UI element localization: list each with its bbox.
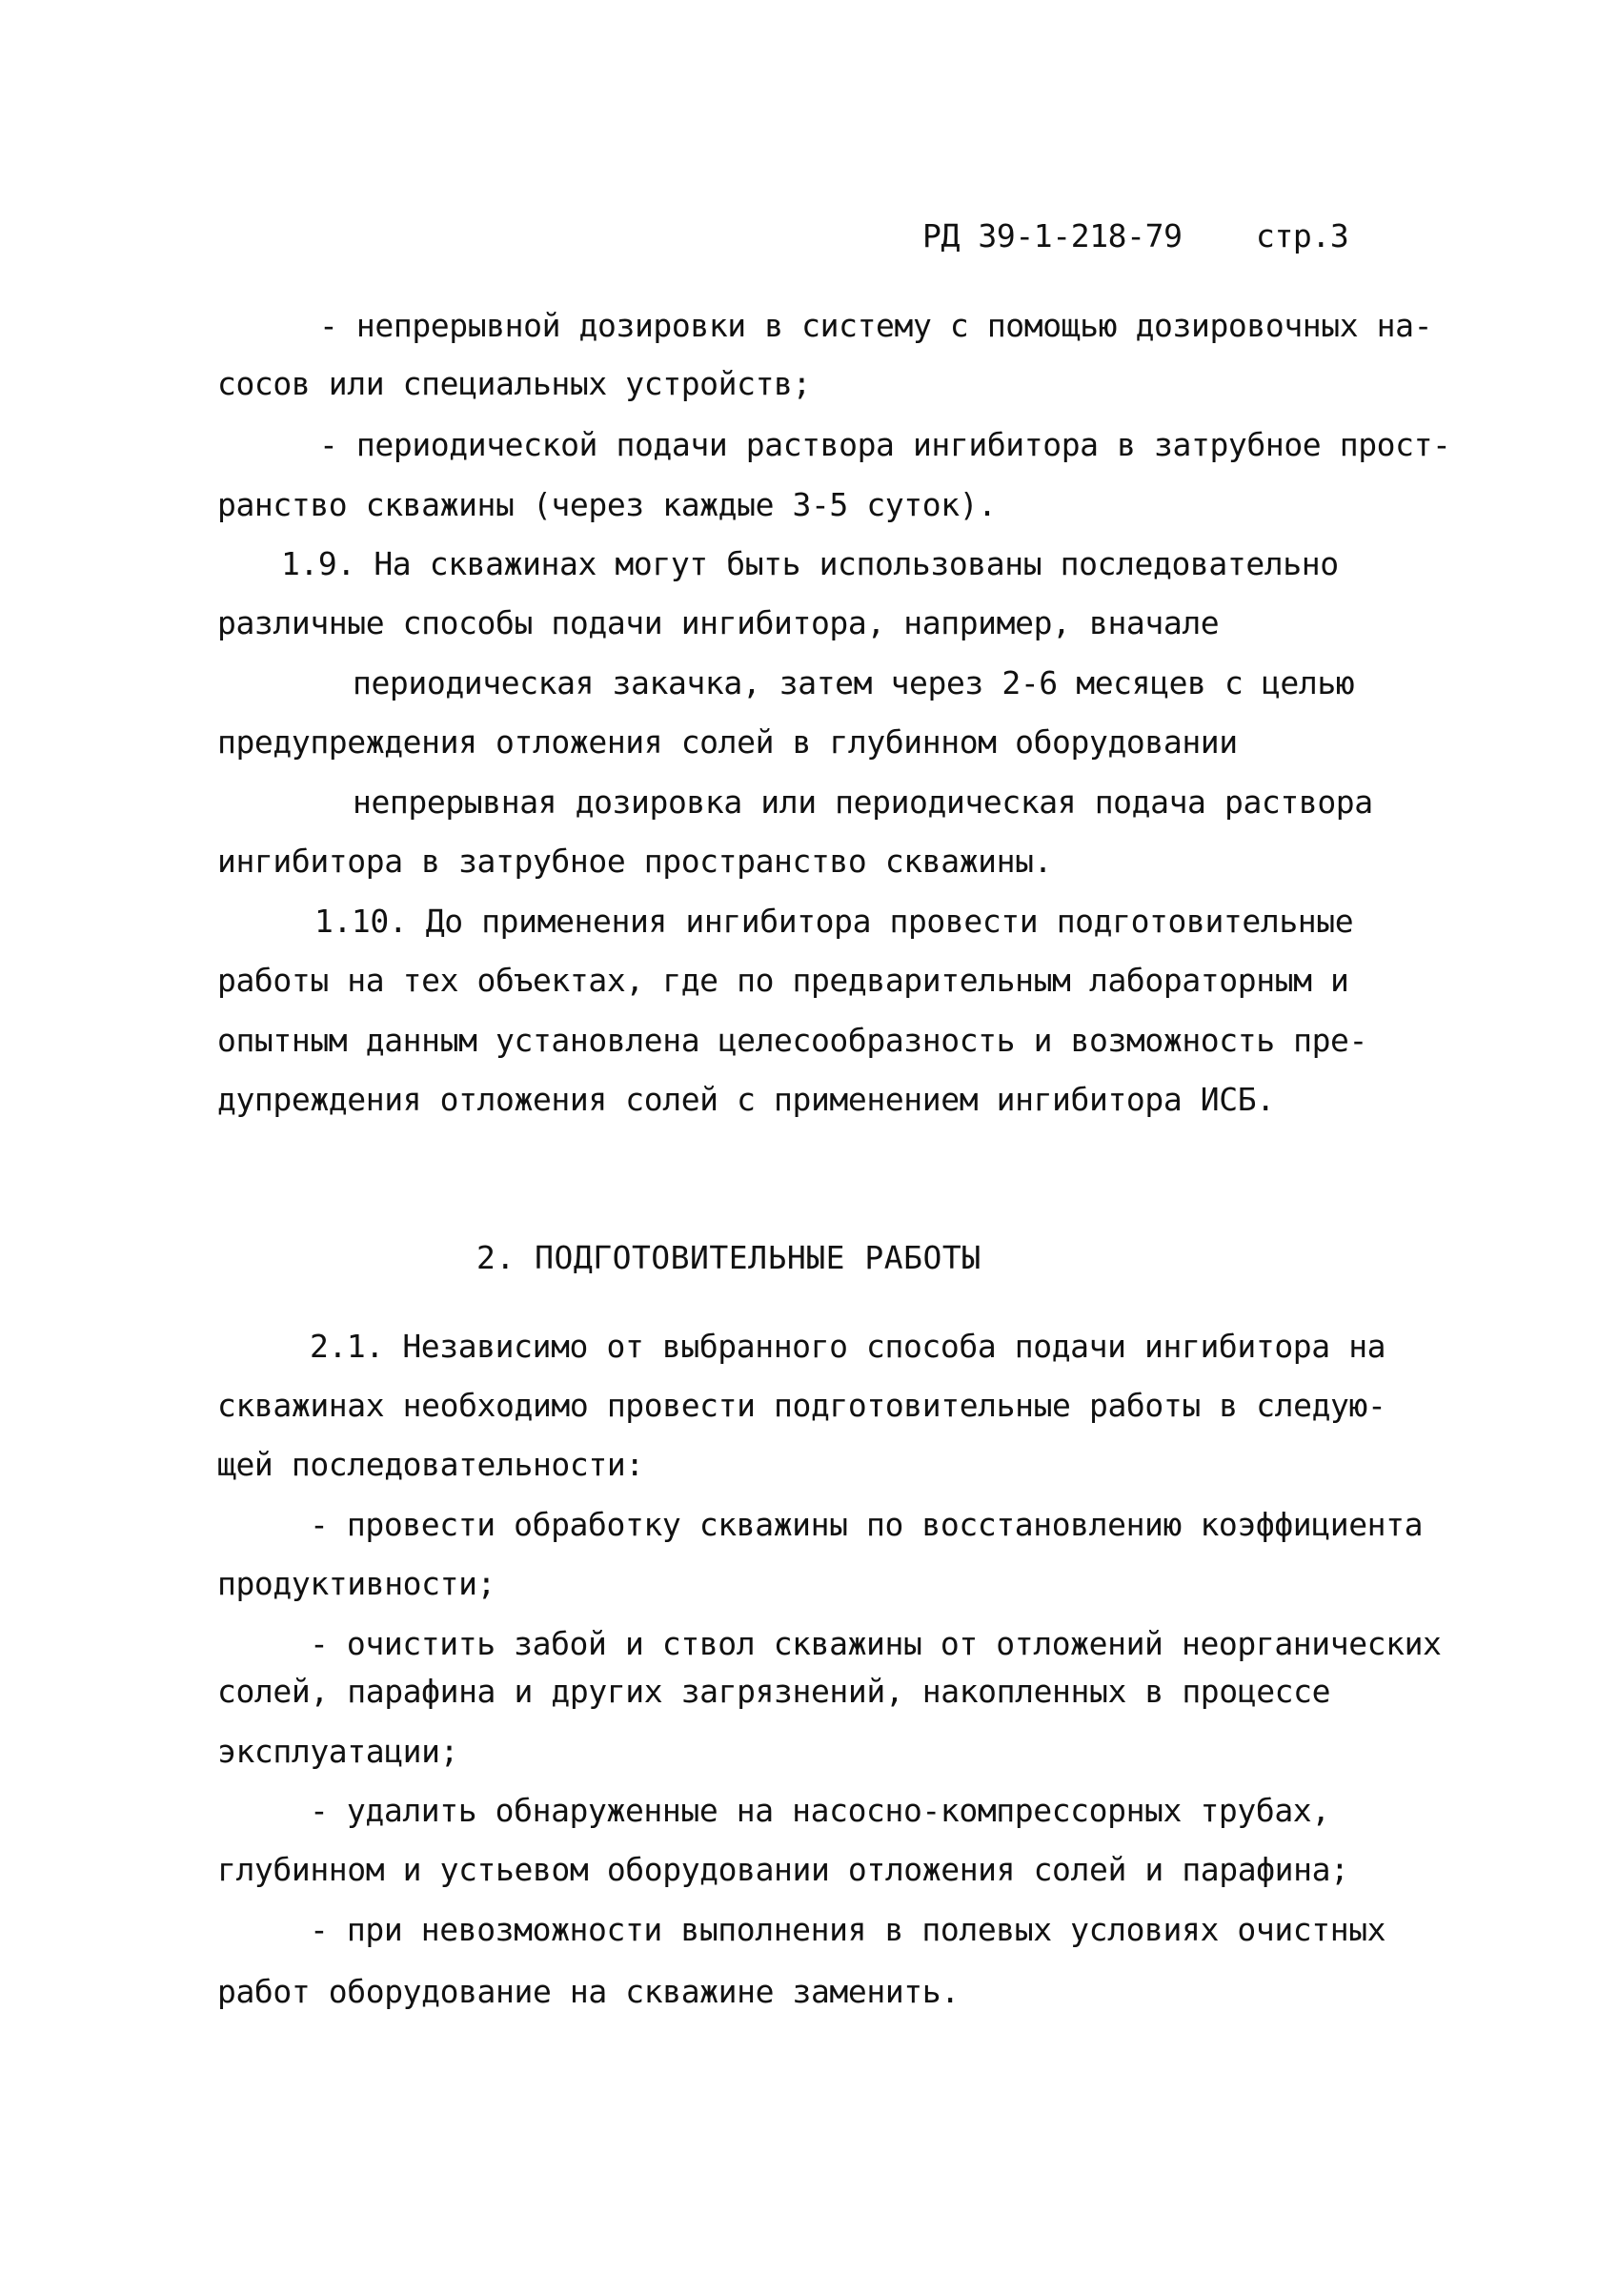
- text-line: работ оборудование на скважине заменить.: [217, 1973, 960, 2010]
- text-line: периодическая закачка, затем через 2-6 месяцев с целью: [353, 664, 1355, 701]
- text-line: 1.9. На скважинах могут быть использованы последовательно: [281, 545, 1339, 582]
- text-line: работы на тех объектах, где по предварительным лабораторным и: [217, 962, 1349, 999]
- text-line: - очистить забой и ствол скважины от отложений неорганических: [310, 1625, 1442, 1662]
- document-code: РД 39-1-218-79: [922, 217, 1183, 254]
- text-line: сосов или специальных устройств;: [217, 365, 811, 402]
- text-line: - непрерывной дозировки в систему с помощью дозировочных на-: [319, 307, 1433, 344]
- text-line: - провести обработку скважины по восстановлению коэффициента: [310, 1506, 1424, 1543]
- section-heading: 2. ПОДГОТОВИТЕЛЬНЫЕ РАБОТЫ: [476, 1239, 981, 1276]
- text-line: 1.10. До применения ингибитора провести подготовительные: [314, 903, 1354, 940]
- text-line: эксплуатации;: [217, 1733, 459, 1770]
- text-line: глубинном и устьевом оборудовании отложения солей и парафина;: [217, 1851, 1349, 1888]
- text-line: ранство скважины (через каждые 3-5 суток).: [217, 486, 997, 523]
- text-line: - при невозможности выполнения в полевых условиях очистных: [310, 1911, 1386, 1948]
- page-number: стр.3: [1256, 217, 1349, 254]
- text-line: - периодической подачи раствора ингибитора в затрубное прост-: [319, 426, 1451, 463]
- text-line: различные способы подачи ингибитора, например, вначале: [217, 604, 1220, 641]
- text-line: дупреждения отложения солей с применением ингибитора ИСБ.: [217, 1081, 1275, 1118]
- text-line: 2.1. Независимо от выбранного способа подачи ингибитора на: [310, 1328, 1386, 1365]
- text-line: скважинах необходимо провести подготовительные работы в следую-: [217, 1387, 1386, 1424]
- text-line: предупреждения отложения солей в глубинном оборудовании: [217, 723, 1238, 761]
- text-line: щей последовательности:: [217, 1446, 644, 1483]
- text-line: ингибитора в затрубное пространство скважины.: [217, 843, 1053, 880]
- text-line: продуктивности;: [217, 1565, 496, 1602]
- text-line: солей, парафина и других загрязнений, накопленных в процессе: [217, 1673, 1331, 1710]
- text-line: - удалить обнаруженные на насосно-компрессорных трубах,: [310, 1792, 1330, 1829]
- text-line: непрерывная дозировка или периодическая подача раствора: [353, 783, 1373, 821]
- text-line: опытным данным установлена целесообразность и возможность пре-: [217, 1022, 1367, 1059]
